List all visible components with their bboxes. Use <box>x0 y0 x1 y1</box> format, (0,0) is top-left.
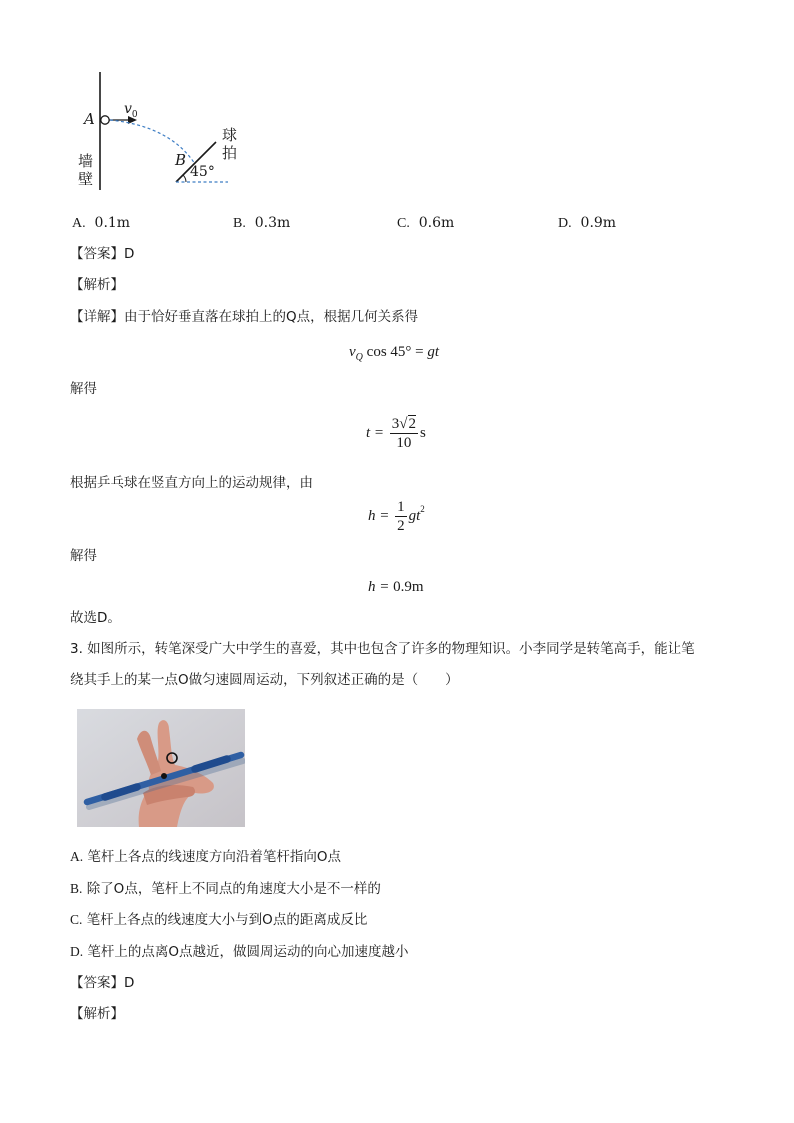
q3-option-b: B. 除了O点，笔杆上不同点的角速度大小是不一样的 <box>70 881 381 897</box>
q2-answer: 【答案】D <box>70 246 135 262</box>
solve-label-2: 解得 <box>70 548 97 564</box>
point-b-label: B <box>175 151 187 169</box>
wall-label-2: 壁 <box>78 170 94 188</box>
q3-question-line-1: 3. 如图所示，转笔深受广大中学生的喜爱，其中也包含了许多的物理知识。小李同学是转笔高手，能让笔 <box>70 641 695 657</box>
q3-question-line-2: 绕其手上的某一点O做匀速圆周运动，下列叙述正确的是（ ） <box>70 672 459 688</box>
pen-center-dot <box>161 773 167 779</box>
q2-option-b: B. 0.3m <box>233 215 291 231</box>
q3-option-d: D. 笔杆上的点离O点越近，做圆周运动的向心加速度越小 <box>70 944 409 960</box>
point-a-label: A <box>84 110 95 128</box>
angle-label: 45° <box>190 164 215 180</box>
equation-2: t = $\frac{3√2}{10}$ s <box>366 416 426 451</box>
pen-spinning-photo <box>77 709 245 827</box>
q2-option-c: C. 0.6m <box>397 215 455 231</box>
racket-label-1: 球 <box>222 126 238 144</box>
q3-analysis-label: 【解析】 <box>70 1006 124 1022</box>
wall-label-1: 墙 <box>78 152 94 170</box>
solve-label-1: 解得 <box>70 381 97 397</box>
q2-option-d: D. 0.9m <box>558 215 617 231</box>
q3-option-c: C. 笔杆上各点的线速度大小与到O点的距离成反比 <box>70 912 368 928</box>
q3-option-a: A. 笔杆上各点的线速度方向沿着笔杆指向O点 <box>70 849 342 865</box>
choice-text: 故选D。 <box>70 610 121 626</box>
rule-text: 根据乒乓球在竖直方向上的运动规律，由 <box>70 475 313 491</box>
equation-1: $v_Q$ cos 45° = gt <box>349 344 440 363</box>
angle-arc <box>183 175 186 182</box>
q2-detail: 【详解】由于恰好垂直落在球拍上的Q点，根据几何关系得 <box>70 309 419 325</box>
velocity-label: $v_0$ <box>124 101 138 120</box>
ball <box>101 116 109 124</box>
q3-answer: 【答案】D <box>70 975 135 991</box>
q2-analysis-label: 【解析】 <box>70 277 124 293</box>
equation-3: h = $\frac{1}{2}$ $gt^2$ <box>368 499 425 534</box>
racket-label-2: 拍 <box>222 144 238 162</box>
equation-4: h = 0.9m <box>368 579 424 595</box>
q2-option-a: A. 0.1m <box>72 215 131 231</box>
